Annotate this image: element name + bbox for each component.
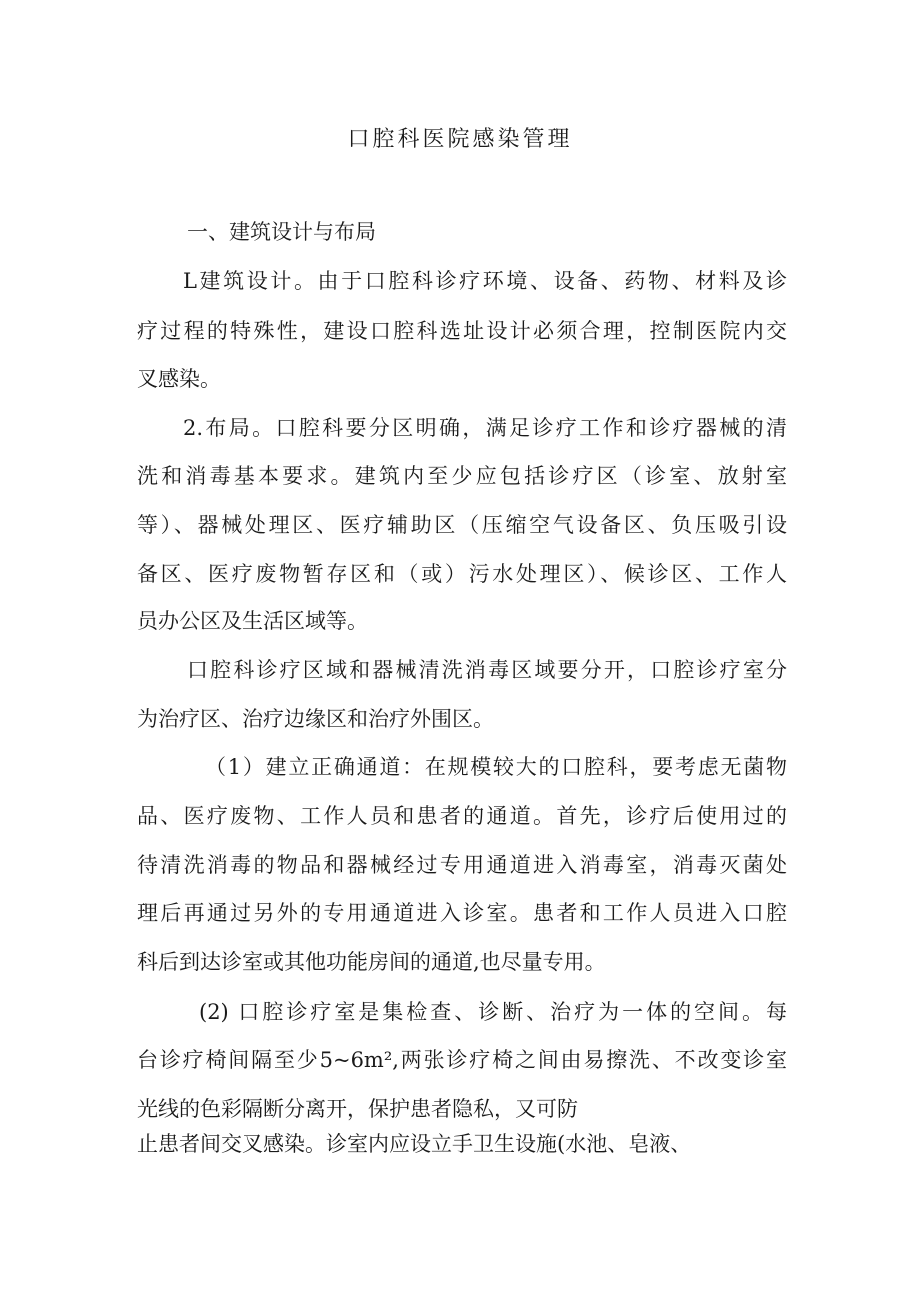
paragraph-line: L建筑设计。由于口腔科诊疗环境、设备、药物、材料及诊 (183, 269, 787, 293)
paragraph-line: 台诊疗椅间隔至少5~6m²,两张诊疗椅之间由易擦洗、不改变诊室 (137, 1048, 787, 1072)
paragraph-line: 为治疗区、治疗边缘区和治疗外围区。 (137, 707, 494, 731)
section-heading: 一、建筑设计与布局 (187, 220, 376, 244)
paragraph-line: (2) 口腔诊疗室是集检查、诊断、治疗为一体的空间。每 (199, 1000, 787, 1024)
paragraph-line: 2.布局。口腔科要分区明确，满足诊疗工作和诊疗器械的清 (183, 416, 787, 440)
paragraph-line: 品、医疗废物、工作人员和患者的通道。首先，诊疗后使用过的 (137, 804, 787, 828)
paragraph-line: 止患者间交叉感染。诊室内应设立手卫生设施(水池、皂液、 (137, 1132, 692, 1156)
paragraph-line: 备区、医疗废物暂存区和（或）污水处理区）、候诊区、工作人 (137, 562, 787, 586)
paragraph-line: 理后再通过另外的专用通道进入诊室。患者和工作人员进入口腔 (137, 901, 787, 925)
paragraph-line: 员办公区及生活区域等。 (137, 609, 368, 633)
paragraph-line: 光线的色彩隔断分离开，保护患者隐私，又可防 (137, 1097, 578, 1121)
paragraph-line: 等）、器械处理区、医疗辅助区（压缩空气设备区、负压吸引设 (137, 513, 787, 537)
paragraph-line: 口腔科诊疗区域和器械清洗消毒区域要分开，口腔诊疗室分 (187, 658, 787, 682)
document-title: 口腔科医院感染管理 (347, 127, 573, 152)
paragraph-line: 疗过程的特殊性，建设口腔科选址设计必须合理，控制医院内交 (137, 319, 787, 343)
paragraph-line: 叉感染。 (137, 367, 221, 391)
paragraph-line: （1）建立正确通道：在规模较大的口腔科，要考虑无菌物 (205, 755, 787, 779)
paragraph-line: 待清洗消毒的物品和器械经过专用通道进入消毒室，消毒灭菌处 (137, 853, 787, 877)
paragraph-line: 科后到达诊室或其他功能房间的通道,也尽量专用。 (137, 950, 606, 974)
paragraph-line: 洗和消毒基本要求。建筑内至少应包括诊疗区（诊室、放射室 (137, 464, 787, 488)
